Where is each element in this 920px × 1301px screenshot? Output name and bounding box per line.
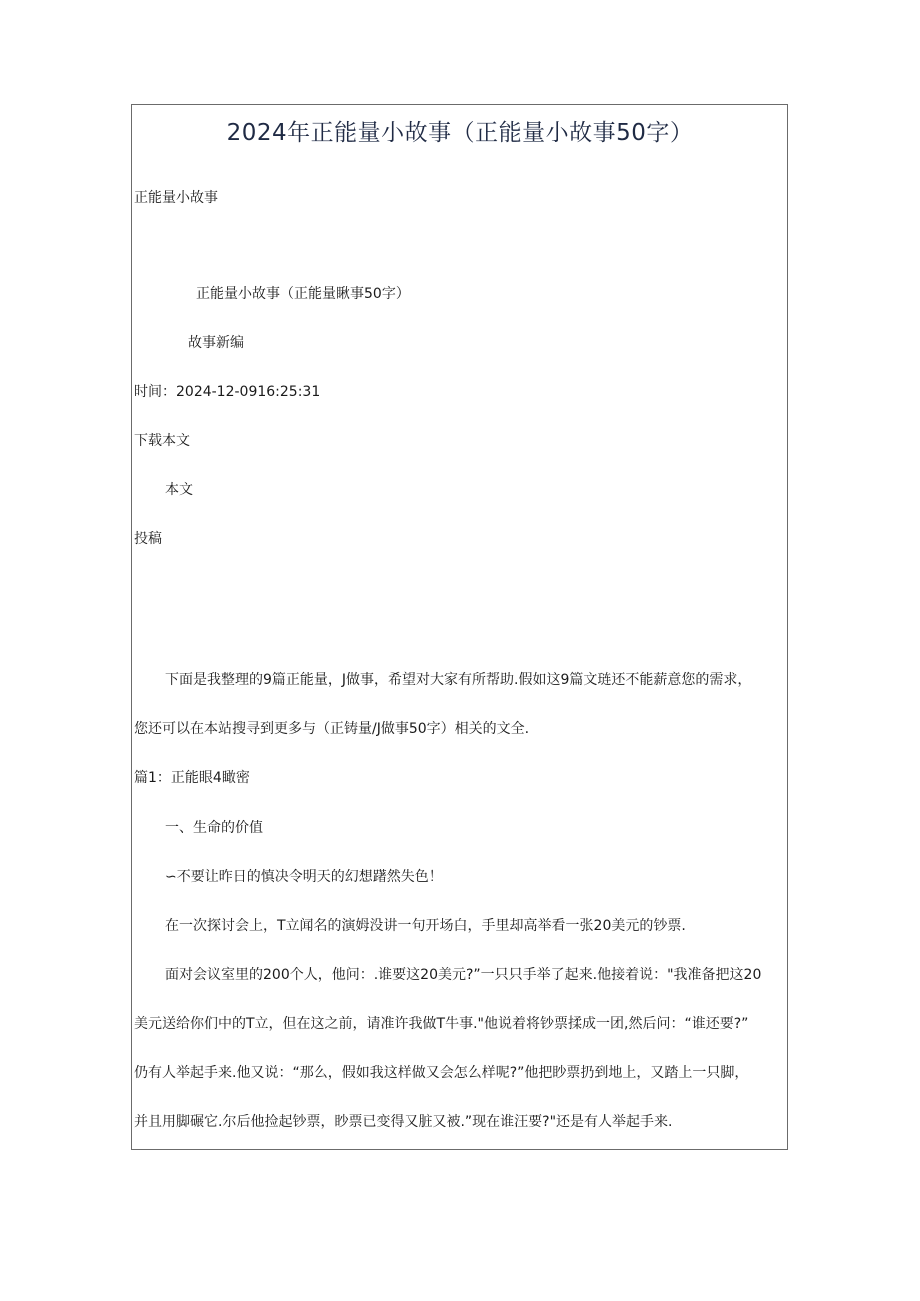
paragraph-line: 下面是我整理的9篇正能量，J做事，希望对大家有所帮助.假如这9篇文琏还不能薪意您的需求， xyxy=(165,672,752,688)
subsection-heading: 一、生命的价值 xyxy=(165,820,263,836)
paragraph-line: 美元送给你们中的T立，但在这之前，请准许我做T牛事."他说着将钞票揉成一团,然后问：“谁还要?” xyxy=(134,1016,749,1032)
paragraph-line: 仍有人举起手来.他又说：“那么，假如我这样做又会怎么样呢?”他把眇票扔到地上，又踏上一只脚， xyxy=(134,1065,749,1081)
submit-link[interactable]: 投稿 xyxy=(134,531,162,547)
paragraph-line: 在一次探讨会上，T立闻名的演姆没讲一句开场白，手里却高举看一张20美元的钞票. xyxy=(165,918,686,934)
document-title: 2024年正能量小故事（正能量小故事50字） xyxy=(226,120,694,146)
category-label: 故事新编 xyxy=(188,335,244,351)
quote-line: ∽不要让昨日的慎决令明天的幻想躇然失色！ xyxy=(165,869,443,885)
article-link[interactable]: 本文 xyxy=(165,482,193,498)
download-link[interactable]: 下载本文 xyxy=(134,433,190,449)
section-heading: 正能量小故事 xyxy=(134,190,218,206)
document-frame xyxy=(131,104,788,1150)
paragraph-line: 并且用脚碾它.尔后他捡起钞票，眇票已变得又脏又被.”现在谁汪要?"还是有人举起手来. xyxy=(134,1114,673,1130)
chapter-heading: 篇1：正能眼4瞰密 xyxy=(134,770,250,786)
paragraph-line: 您还可以在本站搜寻到更多与（正铸量/J做事50字）相关的文全. xyxy=(134,721,530,737)
paragraph-line: 面对会议室里的200个人，他问：.谁要这20美元?”一只只手举了起来.他接着说："我准备把这20 xyxy=(165,967,762,983)
article-title: 正能量小故事（正能量瞅事50字） xyxy=(196,286,410,302)
timestamp: 时间：2024-12-0916:25:31 xyxy=(134,384,321,400)
